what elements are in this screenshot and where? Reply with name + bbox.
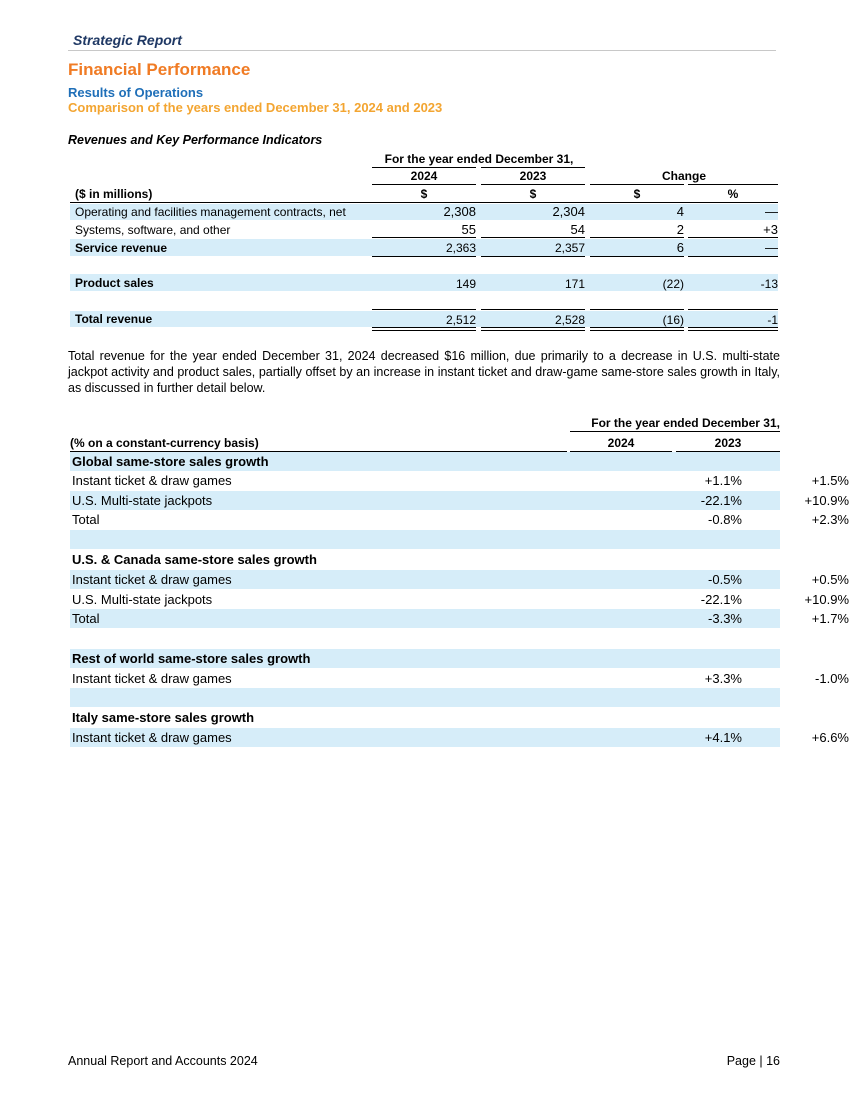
row-label: Instant ticket & draw games (72, 671, 232, 686)
page-title: Financial Performance (68, 60, 251, 79)
row-label: Total (72, 611, 100, 626)
row-label: Product sales (75, 276, 154, 290)
table-row (70, 471, 849, 490)
value-2023: +10.9% (804, 592, 849, 607)
section-header-row (70, 550, 780, 569)
value-pct: -13 (760, 277, 778, 291)
value-2023: +6.6% (811, 730, 849, 745)
value-2024: +3.3% (704, 671, 742, 686)
spacer-row (70, 530, 780, 549)
section-title: Italy same-store sales growth (72, 710, 255, 725)
row-label: U.S. Multi-state jackpots (72, 493, 213, 508)
table-row (70, 609, 849, 628)
value-2023: -1.0% (815, 671, 849, 686)
value-2024: -0.5% (708, 572, 742, 587)
col-2024: 2024 (607, 436, 635, 450)
page-number: Page | 16 (726, 1054, 780, 1068)
col-2024: 2024 (410, 169, 438, 183)
value-2023: +1.5% (811, 473, 849, 488)
value-pct: +3 (763, 222, 778, 237)
currency-2024: $ (420, 187, 428, 201)
value-2023: +2.3% (811, 512, 849, 527)
value-change: 2 (676, 222, 684, 237)
value-2023: +0.5% (811, 572, 849, 587)
value-change: (22) (662, 277, 684, 291)
section-title: Rest of world same-store sales growth (72, 651, 311, 666)
value-2023: 2,528 (554, 313, 585, 327)
value-2024: -22.1% (700, 592, 742, 607)
body-paragraph: Total revenue for the year ended December 31, 2024 decreased $16 million, due primarily to a decrease in U.S. multi-state jackpot activity and product sales, partially offset by an increase in instant ticket and draw-game same-store sales growth in Italy, as discussed in further detail below. (68, 349, 780, 395)
value-2023: 2,304 (552, 204, 585, 219)
value-2023: 54 (570, 222, 585, 237)
pct-header: % (727, 187, 739, 201)
row-label: Systems, software, and other (75, 223, 231, 237)
row-label: Total (72, 512, 100, 527)
value-change: 4 (676, 204, 684, 219)
section-header-row (70, 708, 780, 727)
row-label: U.S. Multi-state jackpots (72, 592, 213, 607)
table-row (70, 590, 849, 609)
value-2023: +1.7% (811, 611, 849, 626)
header-divider (68, 50, 776, 51)
row-label: Instant ticket & draw games (72, 730, 232, 745)
revenue-table-title: Revenues and Key Performance Indicators (68, 133, 323, 147)
section-heading: Results of Operations (68, 85, 204, 100)
value-pct: -1 (767, 313, 778, 327)
row-label: Instant ticket & draw games (72, 473, 232, 488)
row-label: Operating and facilities management contracts, net (75, 205, 346, 219)
value-2024: -22.1% (700, 493, 742, 508)
basis-label: (% on a constant-currency basis) (70, 436, 259, 450)
units-label: ($ in millions) (75, 187, 153, 201)
section-header-row (70, 452, 780, 471)
value-2024: 149 (455, 277, 476, 291)
section-title: U.S. & Canada same-store sales growth (72, 552, 317, 567)
value-pct: — (765, 240, 778, 255)
value-2024: +4.1% (704, 730, 742, 745)
period-header: For the year ended December 31, (591, 416, 780, 430)
comparison-heading: Comparison of the years ended December 31, 2024 and 2023 (68, 100, 443, 115)
value-2023: +10.9% (804, 493, 849, 508)
footer-report-name: Annual Report and Accounts 2024 (68, 1054, 258, 1068)
value-change: 6 (676, 240, 684, 255)
col-2023: 2023 (714, 436, 742, 450)
value-2024: 2,363 (445, 241, 476, 255)
spacer-row (70, 688, 780, 707)
value-2024: 55 (461, 222, 476, 237)
col-change: Change (661, 169, 706, 183)
table-row (70, 491, 849, 510)
row-label: Instant ticket & draw games (72, 572, 232, 587)
value-pct: — (765, 204, 778, 219)
row-label: Service revenue (75, 241, 168, 255)
table-row (70, 669, 849, 688)
value-2023: 171 (564, 277, 585, 291)
period-header: For the year ended December 31, (384, 152, 574, 166)
value-2024: 2,512 (445, 313, 476, 327)
value-2023: 2,357 (554, 241, 585, 255)
section-label: Strategic Report (73, 32, 182, 48)
currency-2023: $ (529, 187, 537, 201)
table-row (70, 728, 849, 747)
value-2024: 2,308 (443, 204, 476, 219)
col-2023: 2023 (519, 169, 547, 183)
table-row (70, 570, 849, 589)
section-header-row (70, 649, 780, 668)
value-2024: -3.3% (708, 611, 742, 626)
value-2024: +1.1% (704, 473, 742, 488)
row-label: Total revenue (75, 312, 153, 326)
value-2024: -0.8% (708, 512, 742, 527)
section-title: Global same-store sales growth (72, 454, 269, 469)
table-row (70, 510, 849, 529)
currency-change: $ (633, 187, 641, 201)
value-change: (16) (662, 313, 684, 327)
